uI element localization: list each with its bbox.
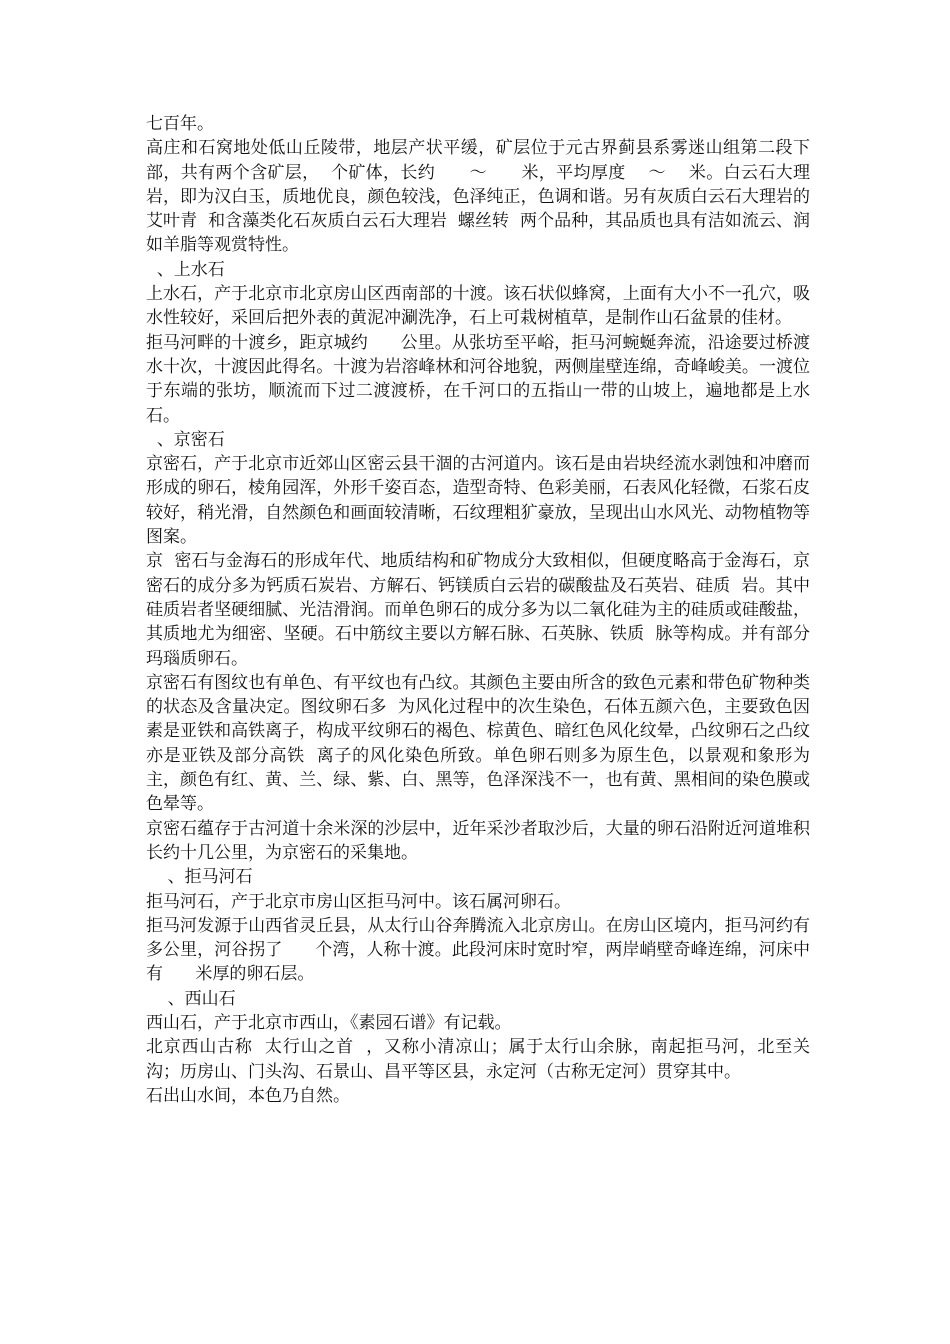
para-xishan-closing: 石出山水间，本色乃自然。 xyxy=(146,1085,350,1106)
heading-juma-river-stone: 、拒马河石 xyxy=(146,867,253,888)
heading-jingmi-stone: 、京密石 xyxy=(146,429,225,450)
para-xishan-intro: 西山石，产于北京市西山，《素园石谱》有记载。 xyxy=(146,1012,512,1033)
para-shangshui-intro: 上水石，产于北京市北京房山区西南部的十渡。该石状似蜂窝，上面有大小不一孔穴，吸水性较好，采回后把外表的黄泥冲涮洗净，石上可栽树植草，是制作山石盆景的佳材。 xyxy=(146,284,810,329)
heading-shangshui-stone: 、上水石 xyxy=(146,259,225,280)
para-shidu-description: 拒马河畔的十渡乡，距京城约 公里。从张坊至平峪，拒马河蜿蜒奔流，沿途要过桥渡水十次，十渡因此得名。十渡为岩溶峰林和河谷地貌，两侧崖壁连绵，奇峰峻美。一渡位于东端的张坊，顺流而下过二渡渡桥，在千河口的五指山一带的山坡上，遍地都是上水石。 xyxy=(146,332,810,426)
para-juma-intro: 拒马河石，产于北京市房山区拒马河中。该石属河卵石。 xyxy=(146,891,571,912)
para-xishan-geography: 北京西山古称 太行山之首 ，又称小清凉山；属于太行山余脉，南起拒马河，北至关沟；历房山、门头沟、石景山、昌平等区县，永定河（古称无定河）贯穿其中。 xyxy=(146,1037,810,1082)
para-jingmi-patterns: 京密石有图纹也有单色、有平纹也有凸纹。其颜色主要由所含的致色元素和带色矿物种类的状态及含量决定。图纹卵石多 为风化过程中的次生染色，石体五颜六色，主要致色因素是亚铁和高铁离子，构成平纹卵石的褐色、棕黄色、暗红色风化纹晕，凸纹卵石之凸纹亦是亚铁及部分高铁 离子的风化染色所致。单色卵石则多为原生色，以景观和象形为主，颜色有红、黄、兰、绿、紫、白、黑等，色泽深浅不一，也有黄、黑相间的染色膜或色晕等。 xyxy=(146,672,810,815)
para-intro-seven-hundred-years: 七百年。 xyxy=(146,114,214,134)
para-jingmi-deposit: 京密石蕴存于古河道十余米深的沙层中，近年采沙者取沙后，大量的卵石沿附近河道堆积长约十几公里，为京密石的采集地。 xyxy=(146,818,810,863)
para-juma-river: 拒马河发源于山西省灵丘县，从太行山谷奔腾流入北京房山。在房山区境内，拒马河约有 多公里，河谷拐了 个湾，人称十渡。此段河床时宽时窄，两岸峭壁奇峰连绵，河床中有 米厚的卵石层。 xyxy=(146,915,843,985)
heading-xishan-stone: 、西山石 xyxy=(146,988,236,1009)
para-gaozhuang-shiwo: 高庄和石窝地处低山丘陵带，地层产状平缓，矿层位于元古界蓟县系雾迷山组第二段下部，共有两个含矿层， 个矿体，长约 ～ 米，平均厚度 ～ 米。白云石大理岩，即为汉白玉，质地优良，颜色较浅，色泽纯正，色调和谐。另有灰质白云石大理岩的 艾叶青 和含藻类化石灰质白云石大理岩 螺丝转 两个品种，其品质也具有洁如流云、润如羊脂等观赏特性。 xyxy=(146,138,821,256)
document-page xyxy=(146,112,843,1108)
para-jingmi-intro: 京密石，产于北京市近郊山区密云县干涸的古河道内。该石是由岩块经流水剥蚀和冲磨而形成的卵石，棱角园浑，外形千姿百态，造型奇特、色彩美丽，石表风化轻微，石浆石皮较好，稍光滑，自然颜色和画面较清晰，石纹理粗犷豪放，呈现出山水风光、动物植物等图案。 xyxy=(146,454,810,548)
para-jingmi-composition: 京 密石与金海石的形成年代、地质结构和矿物成分大致相似，但硬度略高于金海石，京密石的成分多为钙质石炭岩、方解石、钙镁质白云岩的碳酸盐及石英岩、硅质 岩。其中硅质岩者坚硬细腻、光洁滑润。而单色卵石的成分多为以二氧化硅为主的硅质或硅酸盐，其质地尤为细密、坚硬。石中筋纹主要以方解石脉、石英脉、铁质 脉等构成。并有部分玛瑙质卵石。 xyxy=(146,551,810,669)
